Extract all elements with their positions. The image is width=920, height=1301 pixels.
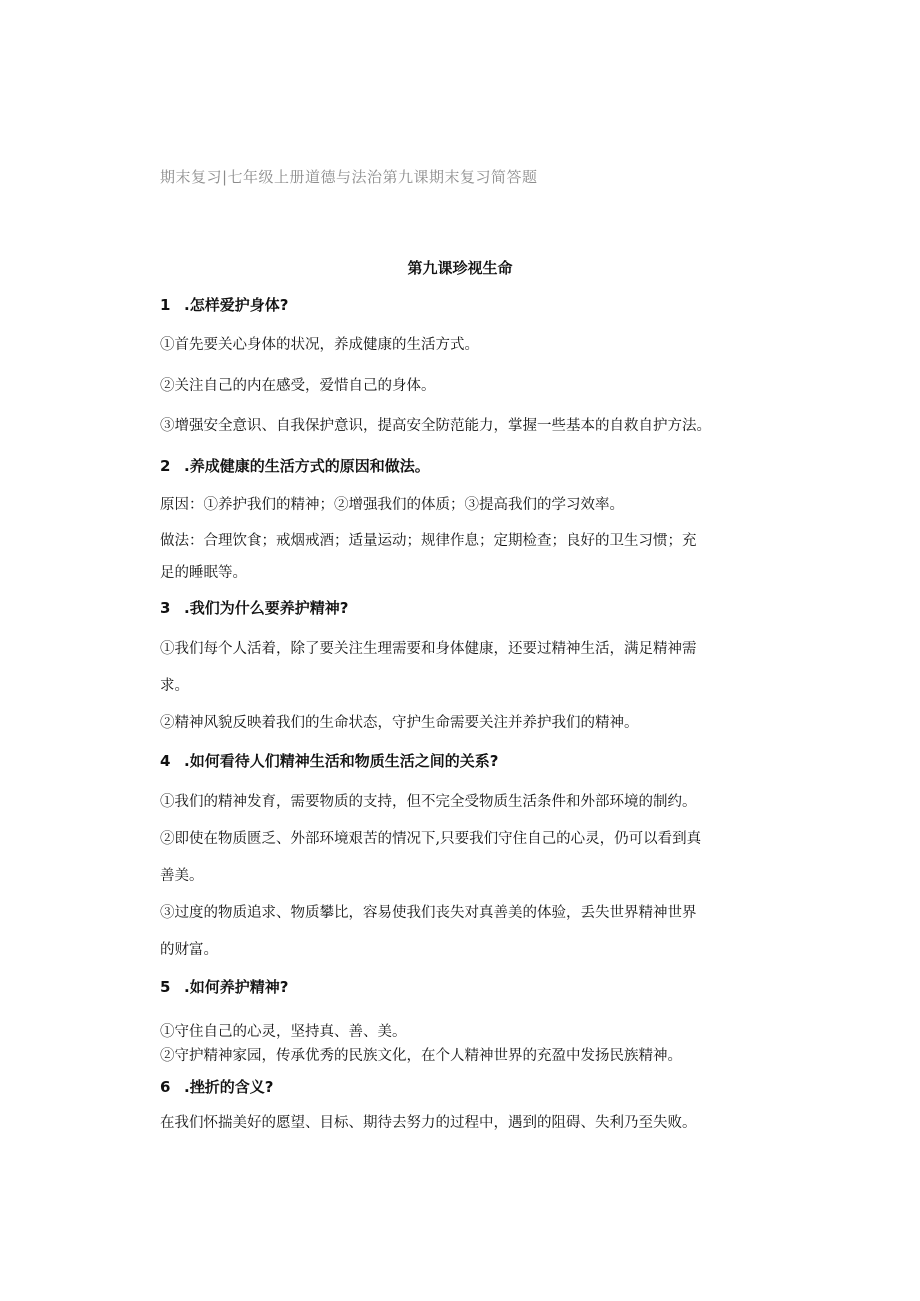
question-number: 5 (160, 978, 171, 996)
answer-line: ③过度的物质追求、物质攀比，容易使我们丧失对真善美的体验，丢失世界精神世界 (160, 905, 697, 921)
answer-line: ①我们的精神发育，需要物质的支持，但不完全受物质生活条件和外部环境的制约。 (160, 794, 697, 810)
answer-line: 求。 (160, 678, 189, 694)
lesson-title: 第九课珍视生命 (407, 259, 513, 277)
answer-line: ①首先要关心身体的状况，养成健康的生活方式。 (160, 337, 479, 353)
question-number: 6 (160, 1078, 171, 1096)
question-heading (160, 294, 288, 315)
question-number: 4 (160, 752, 171, 770)
answer-line: 的财富。 (160, 942, 218, 958)
question-heading (160, 750, 498, 771)
question-number: 1 (160, 296, 171, 314)
question-number: 2 (160, 457, 171, 475)
answer-line: 做法：合理饮食；戒烟戒酒；适量运动；规律作息；定期检查；良好的卫生习惯；充 (160, 533, 697, 549)
answer-line: ①我们每个人活着，除了要关注生理需要和身体健康，还要过精神生活，满足精神需 (160, 641, 697, 657)
question-heading (160, 455, 430, 476)
question-heading (160, 1076, 273, 1097)
answer-line: 善美。 (160, 868, 204, 884)
answer-line: 原因：①养护我们的精神；②增强我们的体质；③提高我们的学习效率。 (160, 497, 624, 513)
answer-line: ②精神风貌反映着我们的生命状态，守护生命需要关注并养护我们的精神。 (160, 715, 639, 731)
question-text: .如何养护精神? (184, 978, 289, 996)
answer-line: ①守住自己的心灵，坚持真、善、美。 (160, 1024, 407, 1040)
question-text: .挫折的含义? (184, 1078, 274, 1096)
document-header-title: 期末复习|七年级上册道德与法治第九课期末复习简答题 (160, 168, 538, 186)
answer-line: ③增强安全意识、自我保护意识，提高安全防范能力，掌握一些基本的自救自护方法。 (160, 418, 711, 434)
answer-line: ②关注自己的内在感受，爱惜自己的身体。 (160, 378, 436, 394)
question-text: .养成健康的生活方式的原因和做法。 (184, 457, 430, 475)
question-heading (160, 976, 288, 997)
question-text: .怎样爱护身体? (184, 296, 289, 314)
question-number: 3 (160, 599, 171, 617)
answer-line: 足的睡眠等。 (160, 565, 247, 581)
answer-line: ②即使在物质匮乏、外部环境艰苦的情况下,只要我们守住自己的心灵，仍可以看到真 (160, 831, 702, 847)
answer-line: ②守护精神家园，传承优秀的民族文化，在个人精神世界的充盈中发扬民族精神。 (160, 1048, 682, 1064)
question-text: .我们为什么要养护精神? (184, 599, 349, 617)
question-text: .如何看待人们精神生活和物质生活之间的关系? (184, 752, 499, 770)
question-heading (160, 597, 348, 618)
answer-line: 在我们怀揣美好的愿望、目标、期待去努力的过程中，遇到的阻碍、失利乃至失败。 (160, 1115, 697, 1131)
